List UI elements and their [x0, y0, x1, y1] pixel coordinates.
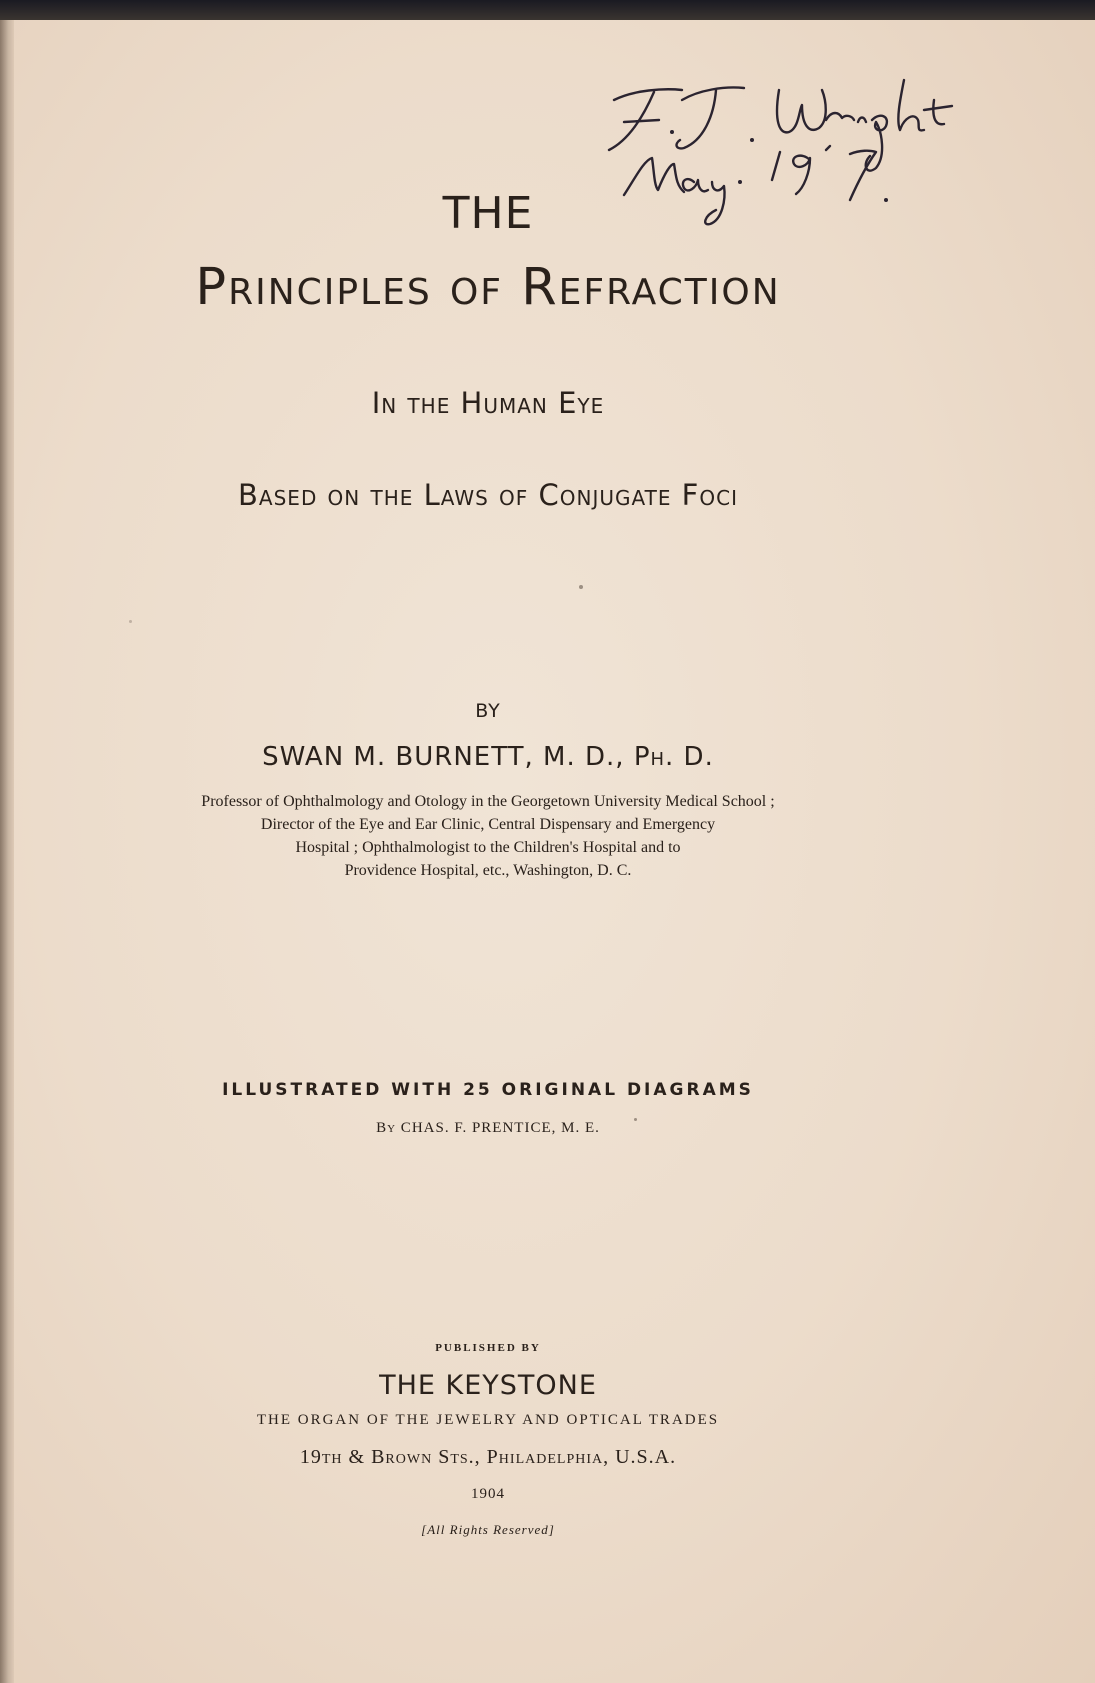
author-name: SWAN M. BURNETT, M. D., Ph. D.: [262, 742, 714, 772]
title-page: [14, 20, 1095, 1683]
author-by: BY: [475, 700, 501, 722]
title-article: THE: [442, 188, 534, 239]
book-subtitle-secondary: Based on the Laws of Conjugate Foci: [238, 478, 738, 512]
illustrator-credit: By CHAS. F. PRENTICE, M. E.: [376, 1120, 600, 1136]
publisher-description: THE ORGAN OF THE JEWELRY AND OPTICAL TRADES: [256, 1412, 720, 1428]
paper-speck: [634, 1118, 637, 1121]
credentials-line: Director of the Eye and Ear Clinic, Central Dispensary and Emergency: [260, 816, 716, 833]
book-subtitle: In the Human Eye: [371, 386, 605, 420]
published-by-label: PUBLISHED BY: [435, 1342, 541, 1354]
publisher-name: THE KEYSTONE: [379, 1370, 597, 1401]
credentials-line: Providence Hospital, etc., Washington, D. C.: [344, 862, 632, 879]
scan-top-border: [0, 0, 1095, 20]
paper-speck: [129, 620, 132, 623]
publication-year: 1904: [471, 1486, 505, 1502]
illustrations-note: ILLUSTRATED WITH 25 ORIGINAL DIAGRAMS: [222, 1080, 754, 1100]
rights-notice: [All Rights Reserved]: [421, 1522, 555, 1537]
book-spine-edge: [0, 20, 14, 1683]
author-credentials: [28, 790, 948, 882]
paper-speck: [579, 585, 583, 589]
book-title: Principles of Refraction: [195, 258, 781, 317]
credentials-line: Professor of Ophthalmology and Otology in the Georgetown University Medical School ;: [201, 793, 775, 810]
publisher-address: 19th & Brown Sts., Philadelphia, U.S.A.: [299, 1446, 677, 1468]
credentials-line: Hospital ; Ophthalmologist to the Children's Hospital and to: [295, 839, 681, 856]
